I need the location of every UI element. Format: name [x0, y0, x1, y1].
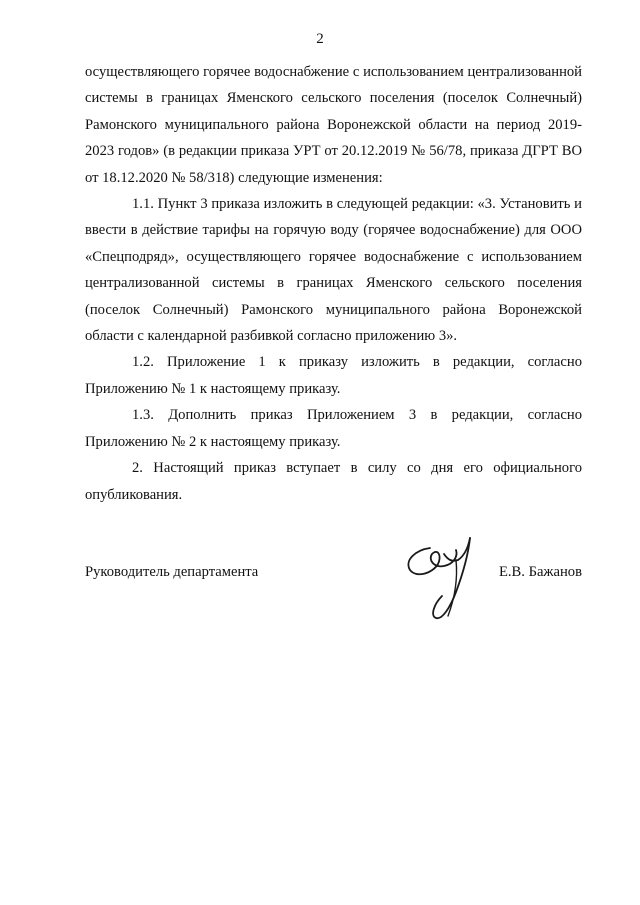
paragraph-item-2: 2. Настоящий приказ вступает в силу со дня его официального опубликования.: [85, 460, 582, 503]
signatory-position: Руководитель департамента: [85, 564, 259, 580]
paragraph-item-1-3: 1.3. Дополнить приказ Приложением 3 в редакции, согласно Приложению № 2 к настоящему приказу.: [85, 407, 582, 450]
signature-block: [85, 552, 582, 652]
page-number: 2: [316, 31, 324, 47]
signatory-name: Е.В. Бажанов: [498, 564, 582, 580]
paragraph-item-1-2: 1.2. Приложение 1 к приказу изложить в редакции, согласно Приложению № 1 к настоящему приказу.: [85, 354, 582, 397]
handwritten-signature: [398, 520, 488, 640]
paragraph-item-1-1: 1.1. Пункт 3 приказа изложить в следующей редакции: «3. Установить и ввести в действие тарифы на горячую воду (горячее водоснабжение) для ООО «Спецподряд», осуществляющего горячее водоснабжение с использованием централизованной системы в границах Яменского сельского поселения (поселок Солнечный) Рамонского муниципального района Воронежской области с календарной разбивкой согласно приложению 3».: [85, 196, 582, 345]
document-body: [85, 59, 582, 508]
paragraph-intro: осуществляющего горячее водоснабжение с использованием централизованной системы в границах Яменского сельского поселения (поселок Солнечный) Рамонского муниципального района Воронежской области на период 2019-2023 годов» (в редакции приказа УРТ от 20.12.2019 № 56/78, приказа ДГРТ ВО от 18.12.2020 № 58/318) следующие изменения:: [85, 64, 582, 186]
